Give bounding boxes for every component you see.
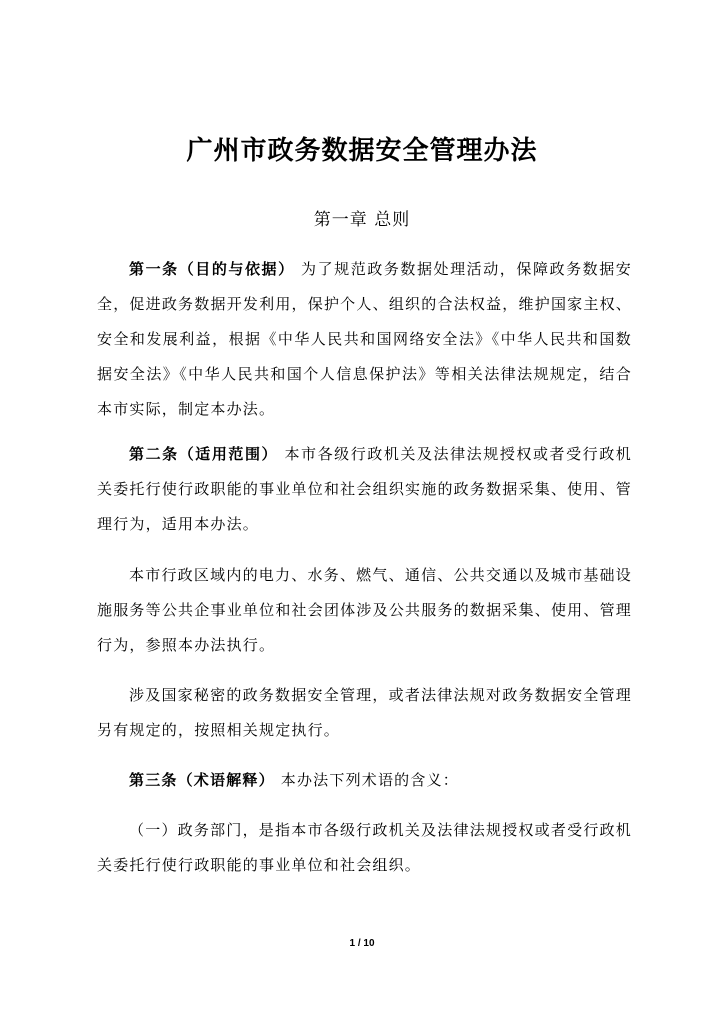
article-text: 本办法下列术语的含义：: [274, 771, 459, 789]
article-text: 本市各级行政机关及法律法规授权或者受行政机关委托行使行政职能的事业单位和社会组织实施的政务数据采集、使用、管理行为，适用本办法。: [97, 445, 632, 533]
paragraph: [97, 678, 632, 748]
document-title: 广州市政务数据安全管理办法: [186, 136, 538, 166]
paragraph: [97, 558, 632, 663]
paragraph-text: （一）政务部门，是指本市各级行政机关及法律法规授权或者受行政机关委托行使行政职能的事业单位和社会组织。: [97, 821, 632, 874]
article-heading: 第二条（适用范围）: [129, 445, 279, 463]
page-number: 1 / 10: [349, 938, 375, 949]
paragraph: [97, 813, 632, 883]
chapter-heading: 第一章 总则: [313, 210, 411, 230]
paragraph-text: 涉及国家秘密的政务数据安全管理，或者法律法规对政务数据安全管理另有规定的，按照相关规定执行。: [97, 686, 632, 739]
article-heading: 第三条（术语解释）: [129, 771, 275, 789]
article-2: [97, 437, 632, 542]
article-heading: 第一条（目的与依据）: [129, 260, 295, 278]
paragraph-text: 本市行政区域内的电力、水务、燃气、通信、公共交通以及城市基础设施服务等公共企事业单位和社会团体涉及公共服务的数据采集、使用、管理行为，参照本办法执行。: [97, 566, 632, 654]
article-1: [97, 252, 632, 427]
article-text: 为了规范政务数据处理活动，保障政务数据安全，促进政务数据开发利用，保护个人、组织的合法权益，维护国家主权、安全和发展利益，根据《中华人民共和国网络安全法》《中华人民共和国数据安全法》《中华人民共和国个人信息保护法》等相关法律法规规定，结合本市实际，制定本办法。: [97, 260, 632, 418]
article-3: [97, 763, 632, 798]
